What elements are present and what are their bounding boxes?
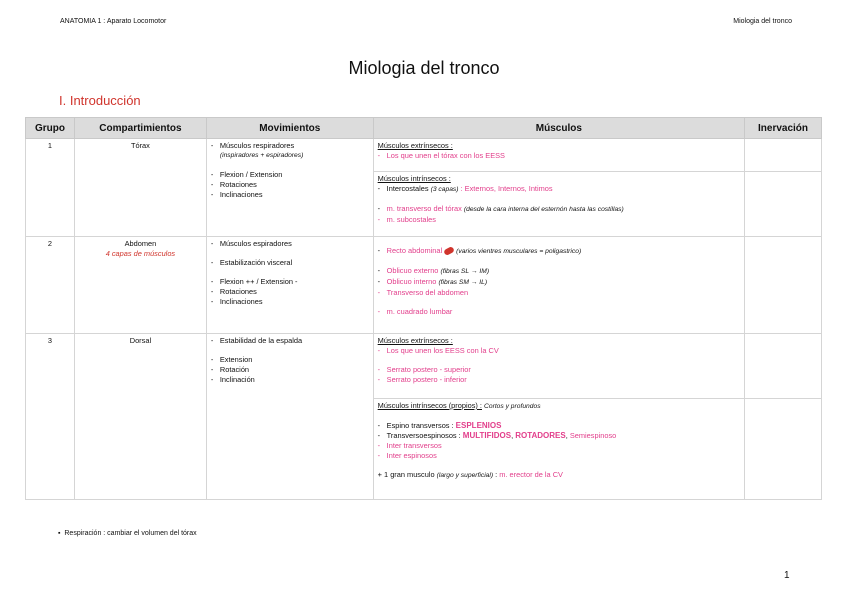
- list-item: - Inclinación: [211, 375, 369, 385]
- musculos-cell: [373, 399, 744, 500]
- subheading: Músculos intrínsecos (propios) : Cortos y profundos: [377, 401, 541, 410]
- table-header-row: [26, 118, 822, 139]
- list-item: - Oblicuo interno (fibras SM → IL): [378, 277, 740, 288]
- table-row: [26, 334, 822, 399]
- header-grupo: Grupo: [26, 118, 75, 139]
- list-item: - Inter espinosos: [378, 451, 740, 461]
- list-item: - m. subcostales: [378, 215, 740, 225]
- list-item: - Intercostales (3 capas) : Externos, Internos, Intimos: [378, 184, 740, 195]
- inervacion-cell: [745, 172, 822, 237]
- inervacion-cell: [745, 237, 822, 334]
- subheading: Músculos extrínsecos :: [377, 336, 453, 345]
- grupo-cell: 2: [26, 237, 75, 334]
- list-item: - Los que unen los EESS con la CV: [378, 346, 740, 356]
- list-item: - Rotación: [211, 365, 369, 375]
- list-item: - Espino transversos : ESPLENIOS: [378, 421, 740, 431]
- list-item: - Transversoespinosos : MULTIFIDOS, ROTADORES, Semiespinoso: [378, 431, 740, 441]
- list-item: - Inclinaciones: [211, 297, 369, 307]
- header-movimientos: Movimientos: [206, 118, 373, 139]
- compartimiento-cell: Abdomen 4 capas de músculos: [74, 237, 206, 334]
- footnote: ▪ Respiración : cambiar el volumen del tórax: [58, 530, 197, 537]
- movimientos-cell: [206, 139, 373, 237]
- inervacion-cell: [745, 399, 822, 500]
- movimientos-cell: [206, 237, 373, 334]
- page-number: 1: [784, 570, 790, 581]
- movimientos-cell: [206, 334, 373, 500]
- compartimiento-cell: Tórax: [74, 139, 206, 237]
- list-item: - m. cuadrado lumbar: [378, 307, 740, 317]
- compartimiento-cell: Dorsal: [74, 334, 206, 500]
- list-item-note: (inspiradores + espiradores): [219, 152, 304, 159]
- list-item: - m. transverso del tórax (desde la cara interna del esternón hasta las costillas): [378, 204, 740, 215]
- musculos-cell: [373, 237, 744, 334]
- list-item: - Serrato postero - inferior: [378, 375, 740, 385]
- list-item: - Rotaciones: [211, 287, 369, 297]
- list-item: - Transverso del abdomen: [378, 288, 740, 298]
- list-item: - Oblicuo externo (fibras SL → IM): [378, 266, 740, 277]
- list-item: - Serrato postero - superior: [378, 365, 740, 375]
- musculos-cell: [373, 334, 744, 399]
- list-item: - Inter transversos: [378, 441, 740, 451]
- musculos-cell: [373, 172, 744, 237]
- header-inervacion: Inervación: [745, 118, 822, 139]
- muscles-table: [25, 117, 822, 500]
- page-title: Miologia del tronco: [348, 58, 500, 78]
- grupo-cell: 1: [26, 139, 75, 237]
- list-item: - Los que unen el tórax con los EESS: [378, 151, 740, 161]
- section-heading: I. Introducción: [59, 93, 141, 108]
- inervacion-cell: [745, 139, 822, 172]
- subheading: Músculos extrínsecos :: [377, 141, 453, 150]
- table-row: [26, 237, 822, 334]
- list-item: - Flexion ++ / Extension -: [211, 277, 369, 287]
- list-item: - Flexion / Extension: [211, 170, 369, 180]
- header-musculos: Músculos: [373, 118, 744, 139]
- list-item: - Músculos espiradores: [211, 239, 369, 249]
- list-item: - Recto abdominal (varios vientres musculares = poligastrico): [378, 246, 740, 257]
- running-header-right: Miologia del tronco: [733, 18, 792, 25]
- list-item: - Rotaciones: [211, 180, 369, 190]
- inervacion-cell: [745, 334, 822, 399]
- header-compartimientos: Compartimientos: [74, 118, 206, 139]
- musculos-cell: [373, 139, 744, 172]
- list-item: - Músculos respiradores: [211, 141, 369, 151]
- grupo-cell: 3: [26, 334, 75, 500]
- list-item: - Inclinaciones: [211, 190, 369, 200]
- subheading: Músculos intrínsecos :: [377, 174, 451, 183]
- list-item: - Estabilidad de la espalda: [211, 336, 369, 346]
- list-item: - Extension: [211, 355, 369, 365]
- table-row: [26, 139, 822, 172]
- capsule-icon: [443, 246, 455, 256]
- list-item: + 1 gran musculo (largo y superficial) : m. erector de la CV: [377, 470, 563, 479]
- list-item: - Estabilización visceral: [211, 258, 369, 268]
- running-header-left: ANATOMIA 1 : Aparato Locomotor: [60, 18, 167, 25]
